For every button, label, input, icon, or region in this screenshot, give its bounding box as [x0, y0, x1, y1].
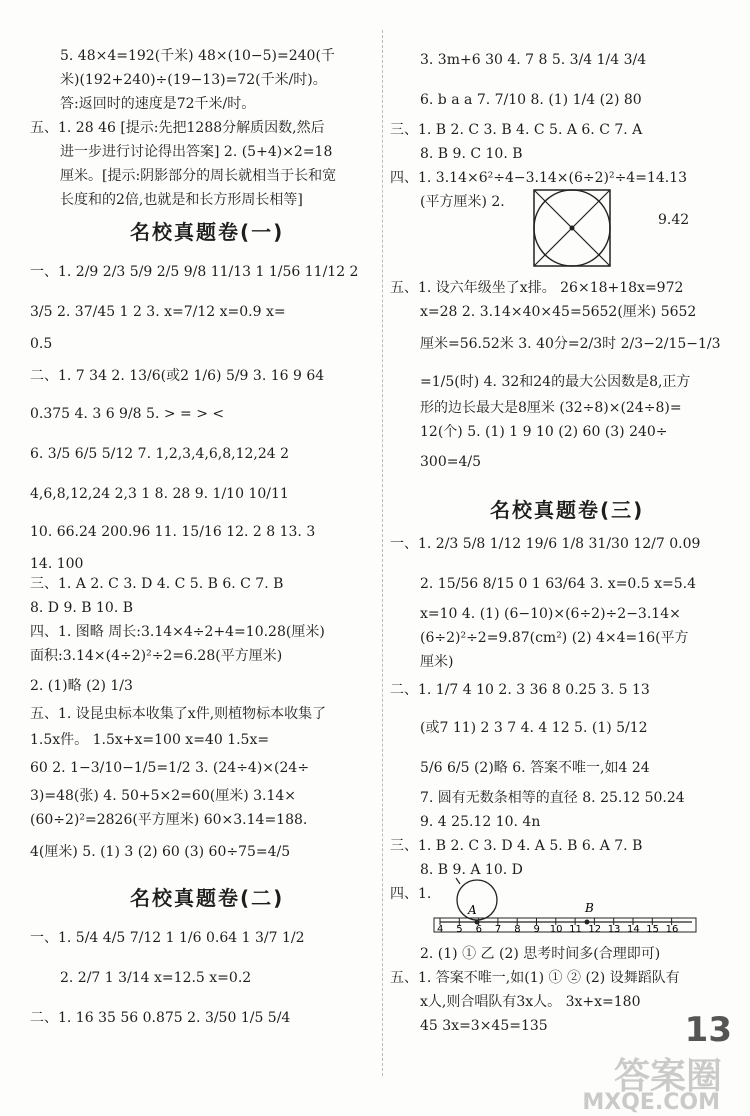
- watermark-url: MXQE.COM: [582, 1090, 720, 1115]
- number-line-label: 5: [456, 924, 463, 934]
- text-line: 长度和的2倍,也就是和长方形周长相等]: [60, 192, 303, 208]
- text-line: 3/5 2. 37/45 1 2 3. x=7/12 x=0.9 x=: [30, 304, 286, 320]
- text-line: 进一步进行讨论得出答案] 2. (5+4)×2=18: [60, 144, 333, 160]
- text-line: x=28 2. 3.14×40×45=5652(厘米) 5652: [420, 304, 697, 320]
- text-line: 4,6,8,12,24 2,3 1 8. 28 9. 1/10 10/11: [30, 486, 289, 502]
- point-b-label: B: [585, 901, 594, 915]
- right-column: [390, 0, 735, 1116]
- number-line-figure: [430, 870, 700, 934]
- text-line: 2. (1)略 (2) 1/3: [30, 678, 133, 694]
- text-line: 2. 15/56 8/15 0 1 63/64 3. x=0.5 x=5.4: [420, 576, 697, 592]
- number-line-label: 7: [494, 924, 502, 934]
- text-line: 0.5: [30, 336, 53, 352]
- text-line: 一、1. 2/3 5/8 1/12 19/6 1/8 31/30 12/7 0.09: [390, 536, 701, 552]
- number-line-label: 16: [665, 924, 679, 934]
- page-number: 13: [684, 1010, 732, 1050]
- text-line: 厘米): [420, 654, 454, 670]
- text-line: 6. b a a 7. 7/10 8. (1) 1/4 (2) 80: [420, 92, 642, 108]
- text-line: 二、1. 1/7 4 10 2. 3 36 8 0.25 3. 5 13: [390, 682, 650, 698]
- text-line: 四、1. 3.14×6²÷4−3.14×(6÷2)²÷4=14.13: [390, 170, 688, 186]
- text-line: 8. D 9. B 10. B: [30, 600, 134, 616]
- text-line: 三、1. B 2. C 3. D 4. A 5. B 6. A 7. B: [390, 838, 643, 854]
- text-line: 面积:3.14×(4÷2)²÷2=6.28(平方厘米): [30, 648, 283, 664]
- text-line: 二、1. 16 35 56 0.875 2. 3/50 1/5 5/4: [30, 1010, 291, 1026]
- section-title: 名校真题卷(二): [130, 886, 285, 910]
- text-line: x=10 4. (1) (6−10)×(6÷2)÷2−3.14×: [420, 606, 681, 622]
- section-title: 名校真题卷(三): [490, 498, 645, 522]
- text-line: 8. B 9. C 10. B: [420, 146, 523, 162]
- number-line-label: 10: [549, 924, 563, 934]
- text-line: 5/6 6/5 (2)略 6. 答案不唯一,如4 24: [420, 760, 650, 776]
- text-line: (6÷2)²÷2=9.87(cm²) (2) 4×4=16(平方: [420, 630, 689, 646]
- section-title: 名校真题卷(一): [130, 220, 285, 244]
- text-line: 三、1. B 2. C 3. B 4. C 5. A 6. C 7. A: [390, 122, 643, 138]
- text-line: 五、1. 28 46 [提示:先把1288分解质因数,然后: [30, 120, 325, 136]
- number-line-label: 8: [514, 924, 521, 934]
- text-line: 60 2. 1−3/10−1/5=1/2 3. (24÷4)×(24÷: [30, 760, 310, 776]
- text-line: 五、1. 设昆虫标本收集了x件,则植物标本收集了: [30, 706, 327, 722]
- text-line: =1/5(时) 4. 32和24的最大公因数是8,正方: [420, 374, 691, 390]
- number-line-label: 4: [437, 924, 444, 934]
- text-line: 3. 3m+6 30 4. 7 8 5. 3/4 1/4 3/4: [420, 52, 647, 68]
- point-a-label: A: [468, 903, 477, 917]
- text-line: 2. 2/7 1 3/14 x=12.5 x=0.2: [60, 970, 252, 986]
- column-divider: [382, 30, 383, 1076]
- text-line: 五、1. 设六年级坐了x排。 26×18+18x=972: [390, 280, 684, 296]
- square-circle-figure: [532, 188, 612, 268]
- number-line-label: 14: [627, 924, 640, 934]
- text-line: 14. 100: [30, 556, 84, 572]
- text-line: 一、1. 5/4 4/5 7/12 1 1/6 0.64 1 3/7 1/2: [30, 930, 305, 946]
- text-line: (或7 11) 2 3 7 4. 4 12 5. (1) 5/12: [420, 720, 648, 736]
- text-line: 45 3x=3×45=135: [420, 1018, 548, 1034]
- text-line: 300=4/5: [420, 454, 481, 470]
- number-line-label: 6: [475, 924, 482, 934]
- text-line: 三、1. A 2. C 3. D 4. C 5. B 6. C 7. B: [30, 576, 284, 592]
- text-line: 2. (1) ① 乙 (2) 思考时间多(合理即可): [420, 946, 661, 962]
- text-line: 厘米。[提示:阴影部分的周长就相当于长和宽: [60, 168, 337, 184]
- text-line: 10. 66.24 200.96 11. 15/16 12. 2 8 13. 3: [30, 524, 316, 540]
- number-line-label: 11: [569, 924, 582, 934]
- text-line: 12(个) 5. (1) 1 9 10 (2) 60 (3) 240÷: [420, 424, 668, 440]
- text-line: 5. 48×4=192(千米) 48×(10−5)=240(千: [60, 48, 335, 64]
- text-line: 8. B 9. A 10. D: [420, 862, 523, 878]
- text-line: 厘米=56.52米 3. 40分=2/3时 2/3−2/15−1/3: [420, 336, 721, 352]
- text-line: 米)(192+240)÷(19−13)=72(千米/时)。: [60, 72, 327, 88]
- text-line: 五、1. 答案不唯一,如(1) ① ② (2) 设舞蹈队有: [390, 970, 680, 986]
- text-line: 四、1. 图略 周长:3.14×4÷2+4=10.28(厘米): [30, 624, 325, 640]
- number-line-label: 9: [533, 924, 540, 934]
- watermark-logo: 答案圈: [613, 1056, 722, 1097]
- text-line: 形的边长最大是8厘米 (32÷8)×(24÷8)=: [420, 400, 682, 416]
- number-line-label: 12: [588, 924, 602, 934]
- text-line: (60÷2)²=2826(平方厘米) 60×3.14=188.: [30, 812, 308, 828]
- text-line: 9. 4 25.12 10. 4n: [420, 814, 541, 830]
- left-column: [30, 0, 375, 1116]
- text-line: 一、1. 2/9 2/3 5/9 2/5 9/8 11/13 1 1/56 11/12 2: [30, 264, 359, 280]
- text-line: 3)=48(张) 4. 50+5×2=60(厘米) 3.14×: [30, 788, 297, 804]
- text-line: x人,则合唱队有3x人。 3x+x=180: [420, 994, 641, 1010]
- text-line: (平方厘米) 2.: [420, 194, 505, 210]
- text-line: 7. 圆有无数条相等的直径 8. 25.12 50.24: [420, 790, 685, 806]
- text-line: 四、1.: [390, 886, 432, 902]
- text-line: 9.42: [658, 212, 690, 228]
- text-line: 6. 3/5 6/5 5/12 7. 1,2,3,4,6,8,12,24 2: [30, 446, 290, 462]
- text-line: 答:返回时的速度是72千米/时。: [60, 96, 256, 112]
- text-line: 4(厘米) 5. (1) 3 (2) 60 (3) 60÷75=4/5: [30, 844, 291, 860]
- text-line: 0.375 4. 3 6 9/8 5. > = > <: [30, 406, 225, 422]
- text-line: 1.5x件。 1.5x+x=100 x=40 1.5x=: [30, 732, 270, 748]
- number-line-label: 15: [646, 924, 660, 934]
- text-line: 二、1. 7 34 2. 13/6(或2 1/6) 5/9 3. 16 9 64: [30, 368, 325, 384]
- number-line-label: 13: [607, 924, 621, 934]
